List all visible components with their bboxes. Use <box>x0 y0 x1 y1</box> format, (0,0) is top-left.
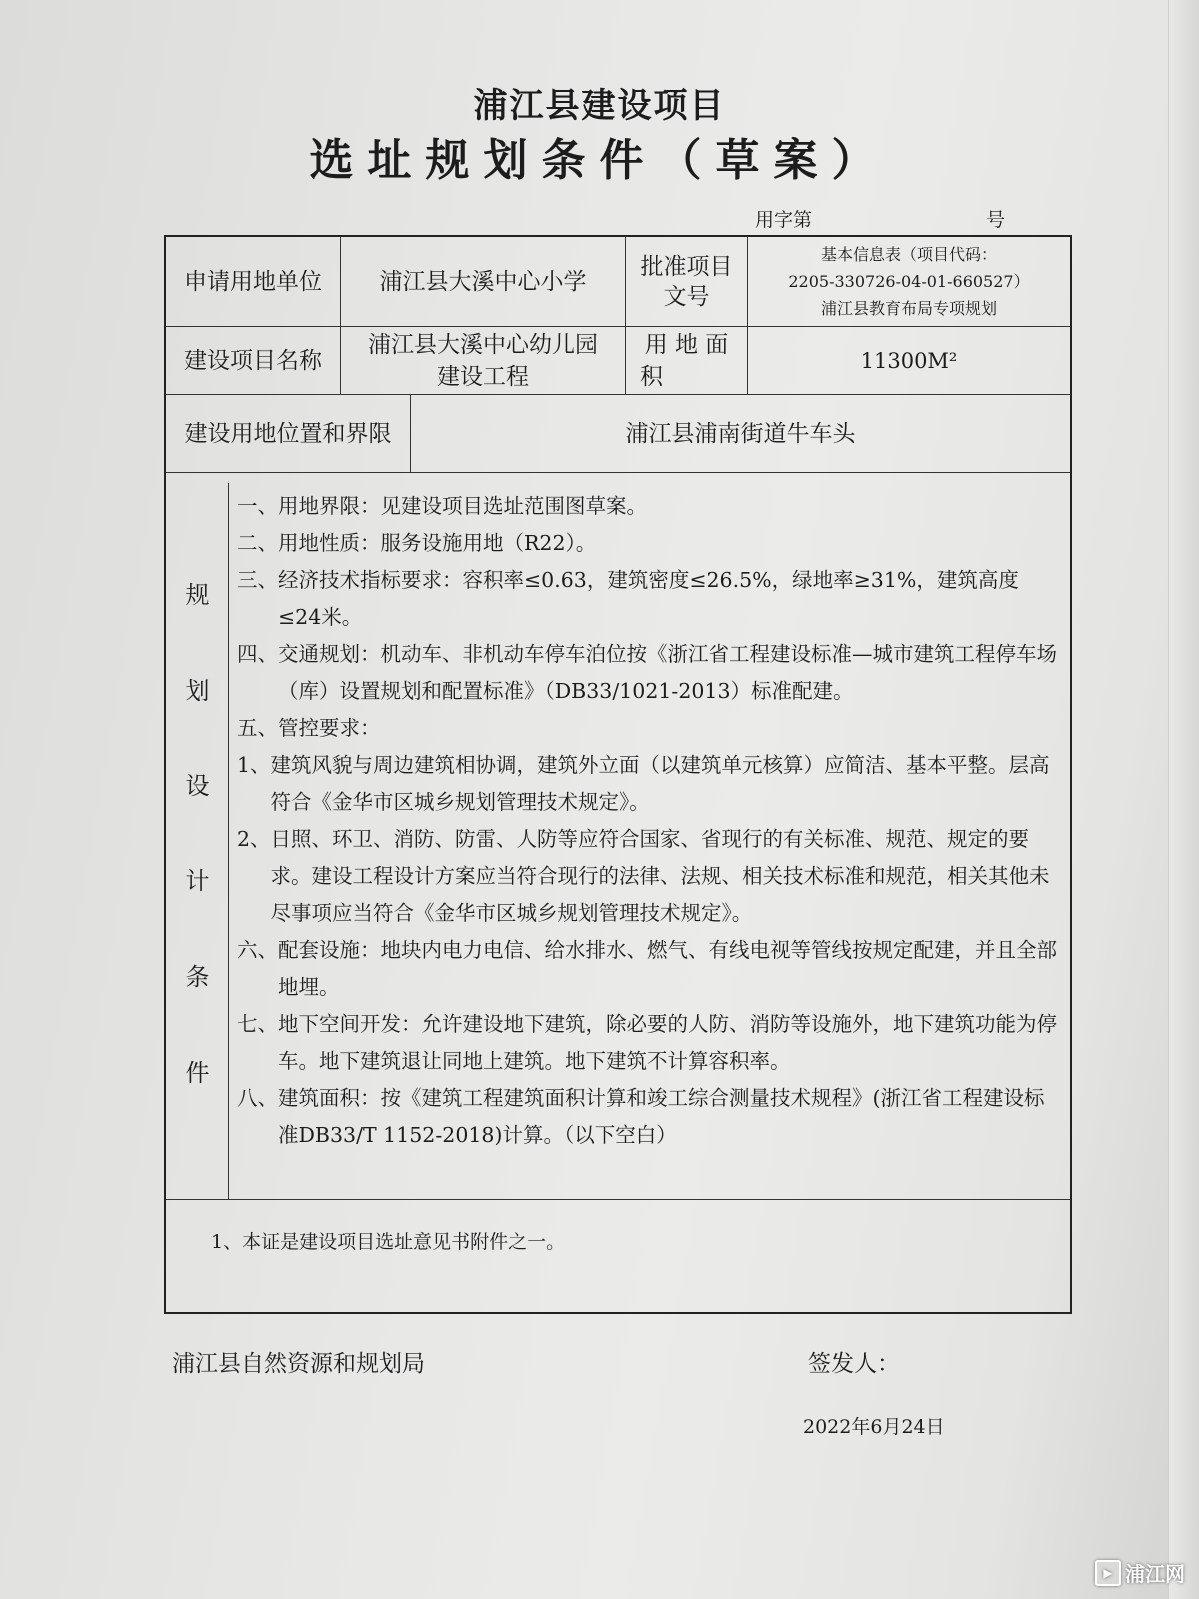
title-line2: 选址规划条件（草案） <box>309 135 890 186</box>
issuing-organization: 浦江县自然资源和规划局 <box>172 1351 425 1377</box>
applicant-label: 申请用地单位 <box>166 237 341 326</box>
area-value: 11300M² <box>860 348 958 373</box>
attachment-note: 1、本证是建设项目选址意见书附件之一。 <box>211 1231 566 1253</box>
item-mark: 一、 <box>237 494 278 518</box>
page-edge <box>1168 0 1199 1599</box>
doc-number <box>755 205 1005 232</box>
row-project <box>166 327 1070 395</box>
approval-value-line3: 浦江县教育布局专项规划 <box>820 299 997 318</box>
area-label <box>626 327 748 394</box>
side-char-5: 条 <box>185 963 210 991</box>
item-mark: 七、 <box>237 1012 278 1036</box>
item-text: 地下空间开发：允许建设地下建筑，除必要的人防、消防等设施外，地下建筑功能为停车。地下建筑退让同地上建筑。地下建筑不计算容积率。 <box>278 1012 1057 1073</box>
planning-conditions <box>166 483 1070 1200</box>
signer-label: 签发人： <box>808 1351 900 1377</box>
applicant-value: 浦江县大溪中心小学 <box>341 237 626 326</box>
planning-item <box>237 932 1060 1006</box>
item-mark: 2、 <box>237 827 271 851</box>
item-text: 日照、环卫、消防、防雷、人防等应符合国家、省现行的有关标准、规范、规定的要求。建设工程设计方案应当符合现行的法律、法规、相关技术标准和规范，相关其他未尽事项应当符合《金华市区城乡规划管理技术规定》。 <box>270 827 1050 925</box>
planning-item <box>237 525 1060 562</box>
item-mark: 四、 <box>237 642 278 666</box>
approval-value-line2: 2205-330726-04-01-660527） <box>788 272 1030 291</box>
planning-item <box>237 636 1060 710</box>
item-text: 建筑面积：按《建筑工程建筑面积计算和竣工综合测量技术规程》(浙江省工程建设标准DB33/T 1152-2018)计算。（以下空白） <box>278 1086 1045 1147</box>
item-mark: 三、 <box>237 568 278 592</box>
approval-label <box>626 237 748 326</box>
row-location <box>166 395 1070 473</box>
planning-side-label <box>166 483 229 1199</box>
play-icon: ▶ <box>1095 1560 1121 1586</box>
doc-number-prefix: 用字第 <box>755 209 813 231</box>
item-text: 经济技术指标要求：容积率≤0.63，建筑密度≤26.5%，绿地率≥31%，建筑高度≤24米。 <box>278 568 1019 629</box>
item-text: 配套设施：地块内电力电信、给水排水、燃气、有线电视等管线按规定配建，并且全部地埋。 <box>278 938 1057 999</box>
planning-item <box>237 1080 1060 1154</box>
approval-value <box>748 237 1070 326</box>
area-label-line2: 积 <box>640 363 663 390</box>
location-value: 浦江县浦南街道牛车头 <box>625 420 856 447</box>
planning-items <box>237 488 1060 1154</box>
site-watermark <box>1095 1558 1185 1587</box>
planning-item <box>237 562 1060 636</box>
approval-value-line1: 基本信息表（项目代码： <box>820 245 997 264</box>
project-value-line1: 浦江县大溪中心幼儿园 <box>368 331 598 358</box>
issue-date: 2022年6月24日 <box>803 1416 945 1438</box>
side-char-4: 计 <box>185 867 210 895</box>
project-label: 建设项目名称 <box>166 327 341 394</box>
side-char-6: 件 <box>185 1059 210 1087</box>
item-mark: 八、 <box>237 1086 278 1110</box>
planning-item <box>237 821 1060 932</box>
location-label: 建设用地位置和界限 <box>166 395 411 472</box>
item-text: 用地性质：服务设施用地（R22）。 <box>278 531 597 555</box>
project-value-line2: 建设工程 <box>437 363 529 390</box>
item-mark: 二、 <box>237 531 278 555</box>
item-mark: 六、 <box>237 938 278 962</box>
planning-item <box>237 710 1060 747</box>
side-char-1: 规 <box>185 581 210 609</box>
doc-number-suffix: 号 <box>985 209 1005 231</box>
watermark-text: 浦江网 <box>1125 1562 1185 1586</box>
item-text: 交通规划：机动车、非机动车停车泊位按《浙江省工程建设标准—城市建筑工程停车场（库）设置规划和配置标准》（DB33/1021-2013）标准配建。 <box>278 642 1057 703</box>
conditions-form <box>164 235 1072 1314</box>
side-char-3: 设 <box>185 772 210 800</box>
project-value <box>341 327 626 394</box>
row-applicant <box>166 237 1070 327</box>
title-line1: 浦江县建设项目 <box>473 86 726 126</box>
planning-item <box>237 488 1060 525</box>
item-text: 建筑风貌与周边建筑相协调，建筑外立面（以建筑单元核算）应简洁、基本平整。层高符合《金华市区城乡规划管理技术规定》。 <box>270 753 1050 814</box>
item-mark: 1、 <box>237 753 271 777</box>
item-text: 管控要求： <box>278 716 381 740</box>
side-char-2: 划 <box>185 677 210 705</box>
area-label-line1: 用 地 面 <box>644 331 729 358</box>
item-mark: 五、 <box>237 716 278 740</box>
planning-item <box>237 1006 1060 1080</box>
planning-item <box>237 747 1060 821</box>
approval-label-text: 批准项目文号 <box>640 253 733 310</box>
item-text: 用地界限：见建设项目选址范围图草案。 <box>278 494 647 518</box>
